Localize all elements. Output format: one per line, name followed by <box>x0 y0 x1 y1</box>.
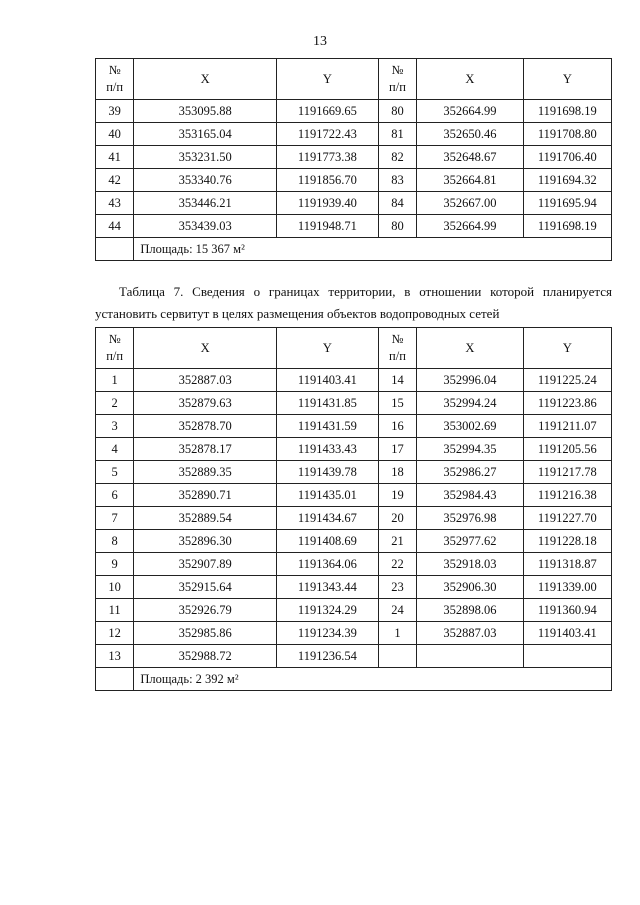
cell-y-coordinate: 1191403.41 <box>276 369 378 392</box>
table-row <box>96 415 612 438</box>
cell-point-number: 83 <box>378 169 416 192</box>
coordinates-table-1 <box>95 58 612 261</box>
cell-point-number: 20 <box>378 507 416 530</box>
header-number-top: № <box>391 332 404 346</box>
cell-y-coordinate: 1191435.01 <box>276 484 378 507</box>
table-row <box>96 100 612 123</box>
cell-y-coordinate: 1191433.43 <box>276 438 378 461</box>
cell-point-number: 42 <box>96 169 134 192</box>
cell-point-number: 17 <box>378 438 416 461</box>
header-x: X <box>417 59 524 100</box>
cell-y-coordinate: 1191948.71 <box>276 215 378 238</box>
cell-y-coordinate: 1191205.56 <box>523 438 611 461</box>
cell-x-coordinate: 352667.00 <box>417 192 524 215</box>
cell-x-coordinate: 352915.64 <box>134 576 277 599</box>
table-2-body <box>96 369 612 668</box>
cell-y-coordinate: 1191698.19 <box>523 100 611 123</box>
header-number-bottom: п/п <box>106 349 124 363</box>
cell-point-number: 5 <box>96 461 134 484</box>
header-y: Y <box>276 328 378 369</box>
table-row <box>96 484 612 507</box>
cell-y-coordinate: 1191403.41 <box>523 622 611 645</box>
cell-x-coordinate: 352664.81 <box>417 169 524 192</box>
cell-y-coordinate: 1191708.80 <box>523 123 611 146</box>
cell-y-coordinate: 1191939.40 <box>276 192 378 215</box>
table-row <box>96 461 612 484</box>
area-row <box>96 238 612 261</box>
cell-y-coordinate: 1191217.78 <box>523 461 611 484</box>
table-row <box>96 599 612 622</box>
cell-x-coordinate: 352986.27 <box>417 461 524 484</box>
table-row <box>96 507 612 530</box>
table-row <box>96 146 612 169</box>
cell-y-coordinate: 1191228.18 <box>523 530 611 553</box>
cell-x-coordinate: 352664.99 <box>417 100 524 123</box>
cell-point-number: 23 <box>378 576 416 599</box>
header-number <box>96 59 134 100</box>
header-x: X <box>134 59 277 100</box>
cell-y-coordinate: 1191216.38 <box>523 484 611 507</box>
cell-y-coordinate: 1191324.29 <box>276 599 378 622</box>
cell-x-coordinate: 352976.98 <box>417 507 524 530</box>
cell-x-coordinate: 352879.63 <box>134 392 277 415</box>
cell-y-coordinate: 1191694.32 <box>523 169 611 192</box>
table-header-row <box>96 328 612 369</box>
cell-point-number: 3 <box>96 415 134 438</box>
header-x: X <box>134 328 277 369</box>
cell-x-coordinate: 353446.21 <box>134 192 277 215</box>
cell-x-coordinate: 352984.43 <box>417 484 524 507</box>
cell-y-coordinate: 1191236.54 <box>276 645 378 668</box>
cell-x-coordinate: 352906.30 <box>417 576 524 599</box>
cell-y-coordinate: 1191695.94 <box>523 192 611 215</box>
cell-x-coordinate: 353439.03 <box>134 215 277 238</box>
cell-x-coordinate: 353231.50 <box>134 146 277 169</box>
cell-point-number: 40 <box>96 123 134 146</box>
cell-x-coordinate: 352996.04 <box>417 369 524 392</box>
header-number-bottom: п/п <box>389 80 406 94</box>
cell-point-number: 15 <box>378 392 416 415</box>
cell-x-coordinate: 352890.71 <box>134 484 277 507</box>
cell-y-coordinate: 1191408.69 <box>276 530 378 553</box>
cell-y-coordinate: 1191431.59 <box>276 415 378 438</box>
table-row <box>96 622 612 645</box>
cell-x-coordinate: 352878.17 <box>134 438 277 461</box>
cell-point-number: 21 <box>378 530 416 553</box>
header-y: Y <box>276 59 378 100</box>
cell-point-number: 24 <box>378 599 416 622</box>
cell-point-number: 9 <box>96 553 134 576</box>
table-header-row <box>96 59 612 100</box>
cell-point-number: 12 <box>96 622 134 645</box>
header-number-top: № <box>108 332 121 346</box>
cell-x-coordinate: 352896.30 <box>134 530 277 553</box>
header-number <box>378 59 416 100</box>
cell-x-coordinate: 352985.86 <box>134 622 277 645</box>
cell-x-coordinate: 352878.70 <box>134 415 277 438</box>
cell-point-number: 39 <box>96 100 134 123</box>
cell-point-number: 44 <box>96 215 134 238</box>
cell-y-coordinate: 1191234.39 <box>276 622 378 645</box>
cell-y-coordinate: 1191434.67 <box>276 507 378 530</box>
cell-point-number: 22 <box>378 553 416 576</box>
cell-point-number: 18 <box>378 461 416 484</box>
cell-x-coordinate: 352889.35 <box>134 461 277 484</box>
table-row <box>96 392 612 415</box>
cell-x-coordinate: 353165.04 <box>134 123 277 146</box>
cell-point-number: 7 <box>96 507 134 530</box>
table-row <box>96 438 612 461</box>
table-row <box>96 192 612 215</box>
area-empty-cell <box>96 238 134 261</box>
cell-point-number <box>378 645 416 668</box>
cell-x-coordinate: 352889.54 <box>134 507 277 530</box>
cell-y-coordinate: 1191211.07 <box>523 415 611 438</box>
cell-point-number: 1 <box>378 622 416 645</box>
cell-y-coordinate: 1191339.00 <box>523 576 611 599</box>
cell-point-number: 19 <box>378 484 416 507</box>
cell-point-number: 14 <box>378 369 416 392</box>
cell-y-coordinate: 1191698.19 <box>523 215 611 238</box>
cell-x-coordinate: 352898.06 <box>417 599 524 622</box>
cell-x-coordinate: 352650.46 <box>417 123 524 146</box>
cell-y-coordinate: 1191364.06 <box>276 553 378 576</box>
cell-x-coordinate: 352887.03 <box>134 369 277 392</box>
table-row <box>96 169 612 192</box>
cell-point-number: 16 <box>378 415 416 438</box>
table-row <box>96 369 612 392</box>
cell-y-coordinate: 1191343.44 <box>276 576 378 599</box>
page-number: 13 <box>313 34 327 49</box>
cell-x-coordinate: 352994.35 <box>417 438 524 461</box>
cell-x-coordinate: 353340.76 <box>134 169 277 192</box>
cell-y-coordinate: 1191223.86 <box>523 392 611 415</box>
cell-y-coordinate: 1191669.65 <box>276 100 378 123</box>
cell-point-number: 4 <box>96 438 134 461</box>
cell-point-number: 80 <box>378 215 416 238</box>
cell-x-coordinate: 352988.72 <box>134 645 277 668</box>
cell-x-coordinate: 352994.24 <box>417 392 524 415</box>
table-row <box>96 576 612 599</box>
cell-point-number: 43 <box>96 192 134 215</box>
cell-point-number: 82 <box>378 146 416 169</box>
header-number-bottom: п/п <box>389 349 406 363</box>
cell-y-coordinate: 1191439.78 <box>276 461 378 484</box>
table-row <box>96 645 612 668</box>
cell-point-number: 8 <box>96 530 134 553</box>
header-number-top: № <box>391 63 404 77</box>
cell-point-number: 81 <box>378 123 416 146</box>
cell-point-number: 1 <box>96 369 134 392</box>
table-row <box>96 530 612 553</box>
header-y: Y <box>523 59 611 100</box>
table-row <box>96 123 612 146</box>
table-row <box>96 553 612 576</box>
area-value: Площадь: 15 367 м² <box>134 238 612 261</box>
cell-y-coordinate: 1191773.38 <box>276 146 378 169</box>
cell-point-number: 41 <box>96 146 134 169</box>
cell-y-coordinate: 1191706.40 <box>523 146 611 169</box>
cell-y-coordinate: 1191225.24 <box>523 369 611 392</box>
cell-point-number: 80 <box>378 100 416 123</box>
cell-x-coordinate: 352926.79 <box>134 599 277 622</box>
cell-y-coordinate: 1191431.85 <box>276 392 378 415</box>
header-y: Y <box>523 328 611 369</box>
header-number-bottom: п/п <box>106 80 124 94</box>
cell-x-coordinate: 352907.89 <box>134 553 277 576</box>
cell-y-coordinate: 1191318.87 <box>523 553 611 576</box>
header-x: X <box>417 328 524 369</box>
cell-point-number: 10 <box>96 576 134 599</box>
cell-point-number: 2 <box>96 392 134 415</box>
cell-x-coordinate: 353095.88 <box>134 100 277 123</box>
cell-x-coordinate: 352648.67 <box>417 146 524 169</box>
area-value: Площадь: 2 392 м² <box>134 668 612 691</box>
cell-x-coordinate: 352887.03 <box>417 622 524 645</box>
cell-point-number: 6 <box>96 484 134 507</box>
cell-point-number: 11 <box>96 599 134 622</box>
cell-x-coordinate: 352977.62 <box>417 530 524 553</box>
cell-point-number: 84 <box>378 192 416 215</box>
header-number-top: № <box>108 63 121 77</box>
header-number <box>378 328 416 369</box>
cell-x-coordinate: 352664.99 <box>417 215 524 238</box>
coordinates-table-2 <box>95 327 612 691</box>
cell-x-coordinate: 352918.03 <box>417 553 524 576</box>
cell-x-coordinate: 353002.69 <box>417 415 524 438</box>
cell-x-coordinate <box>417 645 524 668</box>
header-number <box>96 328 134 369</box>
table-7-caption: Таблица 7. Сведения о границах территории, в отношении которой планируется установить сервитут в целях размещения объектов водопроводных сетей <box>95 284 612 321</box>
table-1-body <box>96 100 612 238</box>
cell-y-coordinate: 1191722.43 <box>276 123 378 146</box>
cell-y-coordinate: 1191227.70 <box>523 507 611 530</box>
cell-y-coordinate: 1191360.94 <box>523 599 611 622</box>
area-row <box>96 668 612 691</box>
cell-y-coordinate <box>523 645 611 668</box>
table-row <box>96 215 612 238</box>
area-empty-cell <box>96 668 134 691</box>
cell-point-number: 13 <box>96 645 134 668</box>
cell-y-coordinate: 1191856.70 <box>276 169 378 192</box>
